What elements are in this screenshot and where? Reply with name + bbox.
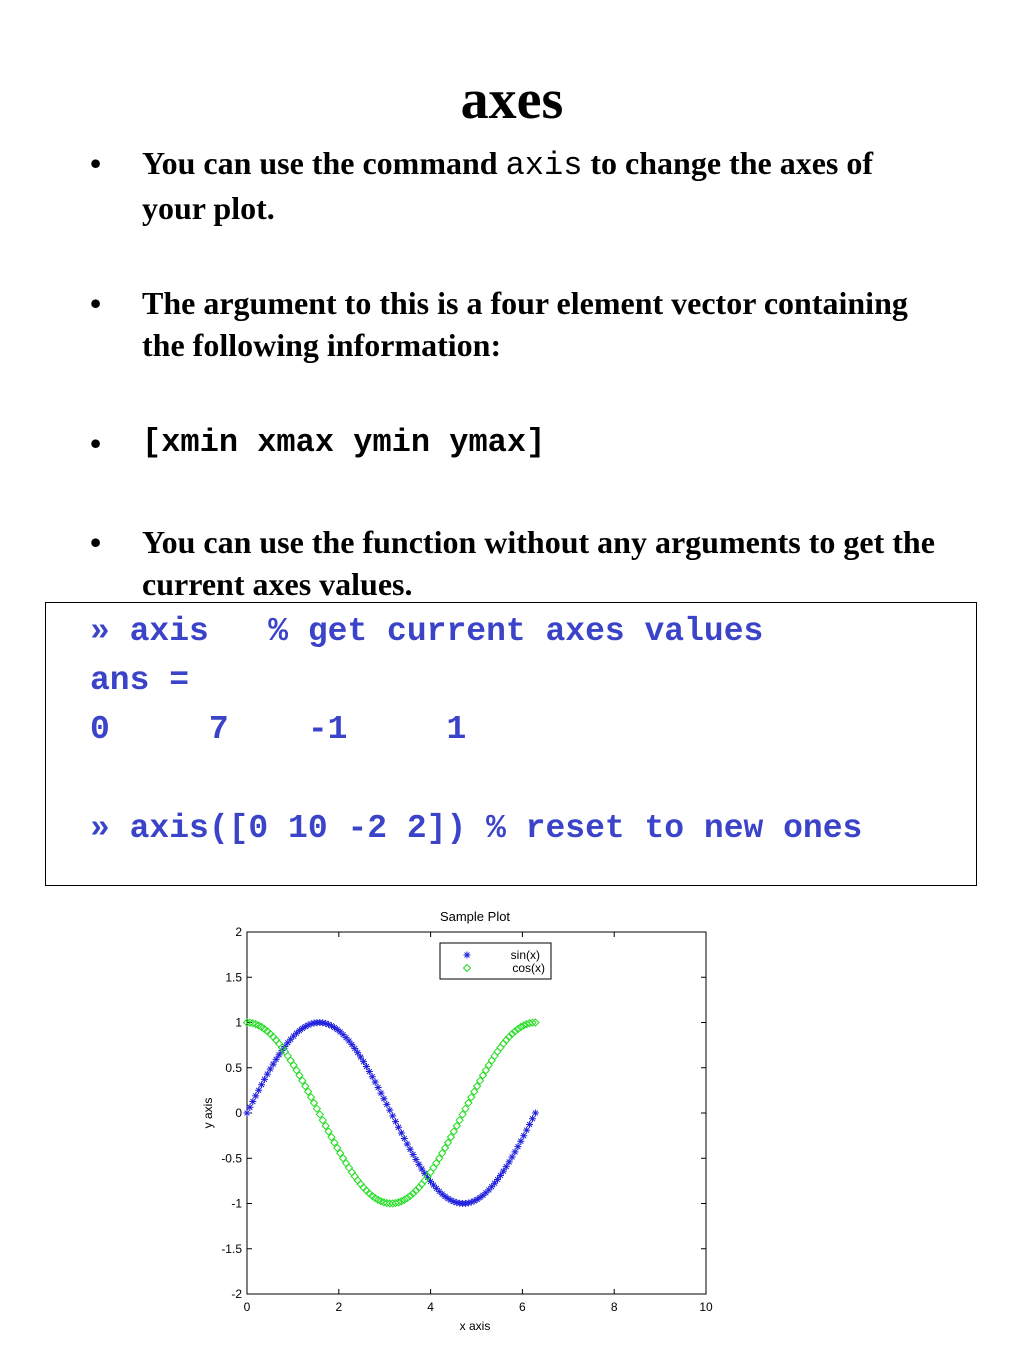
data-point [345,1164,352,1171]
bullet-marker: • [90,145,102,181]
y-tick-label: -1.5 [221,1241,242,1256]
y-tick-label: 2 [235,925,242,939]
code-line: » axis % get current axes values [90,613,764,650]
bullet-text: You can use the function without any arguments to get the current axes values. [142,524,935,602]
code-block [45,602,977,886]
legend-label-cos: cos(x) [512,961,545,975]
code-line: » axis([0 10 -2 2]) % reset to new ones [90,810,863,847]
data-point [430,1164,437,1171]
data-point [284,1052,291,1059]
bullet-text: to change the axes of your plot. [142,145,874,226]
bullet-marker: • [90,425,102,461]
bullet-text: The argument to this is a four element vector containing the following information: [142,285,908,363]
inline-code-axis: axis [505,147,583,184]
y-tick-label: -0.5 [221,1151,242,1166]
x-tick-label: 8 [610,1300,618,1314]
y-tick-label: 1 [235,1015,242,1030]
data-point [348,1169,355,1176]
x-axis-label: x axis [459,1319,491,1333]
data-point [497,1044,504,1051]
bullet-text: You can use the command [142,145,506,181]
series-cos [244,1019,539,1207]
y-tick-label: 1.5 [225,970,242,985]
code-line: ans = [90,662,190,699]
sample-plot-chart [190,900,750,1345]
bullet-marker: • [90,285,102,321]
slide-title: axes [460,69,564,131]
y-tick-label: 0 [235,1106,242,1120]
data-point [351,1173,358,1180]
plot-area [247,932,706,1294]
x-tick-label: 10 [699,1300,713,1314]
x-tick-label: 4 [427,1300,434,1314]
y-axis-label: y axis [201,1097,215,1129]
chart-legend [440,943,551,979]
legend-label-sin: sin(x) [510,948,540,962]
series-sin [244,1019,539,1207]
y-tick-label: -1 [231,1196,242,1211]
chart-title: Sample Plot [439,909,511,924]
y-tick-label: -2 [231,1287,242,1301]
data-point [491,1052,498,1059]
data-point [494,1048,501,1055]
code-line: 0 7 -1 1 [90,711,467,748]
inline-code-vector: [xmin xmax ymin ymax] [142,424,546,461]
bullet-marker: • [90,524,102,560]
x-tick-label: 0 [243,1300,251,1314]
data-point [532,1109,539,1116]
x-tick-label: 2 [335,1300,343,1314]
y-tick-label: 0.5 [225,1060,242,1075]
x-tick-label: 6 [519,1300,526,1314]
